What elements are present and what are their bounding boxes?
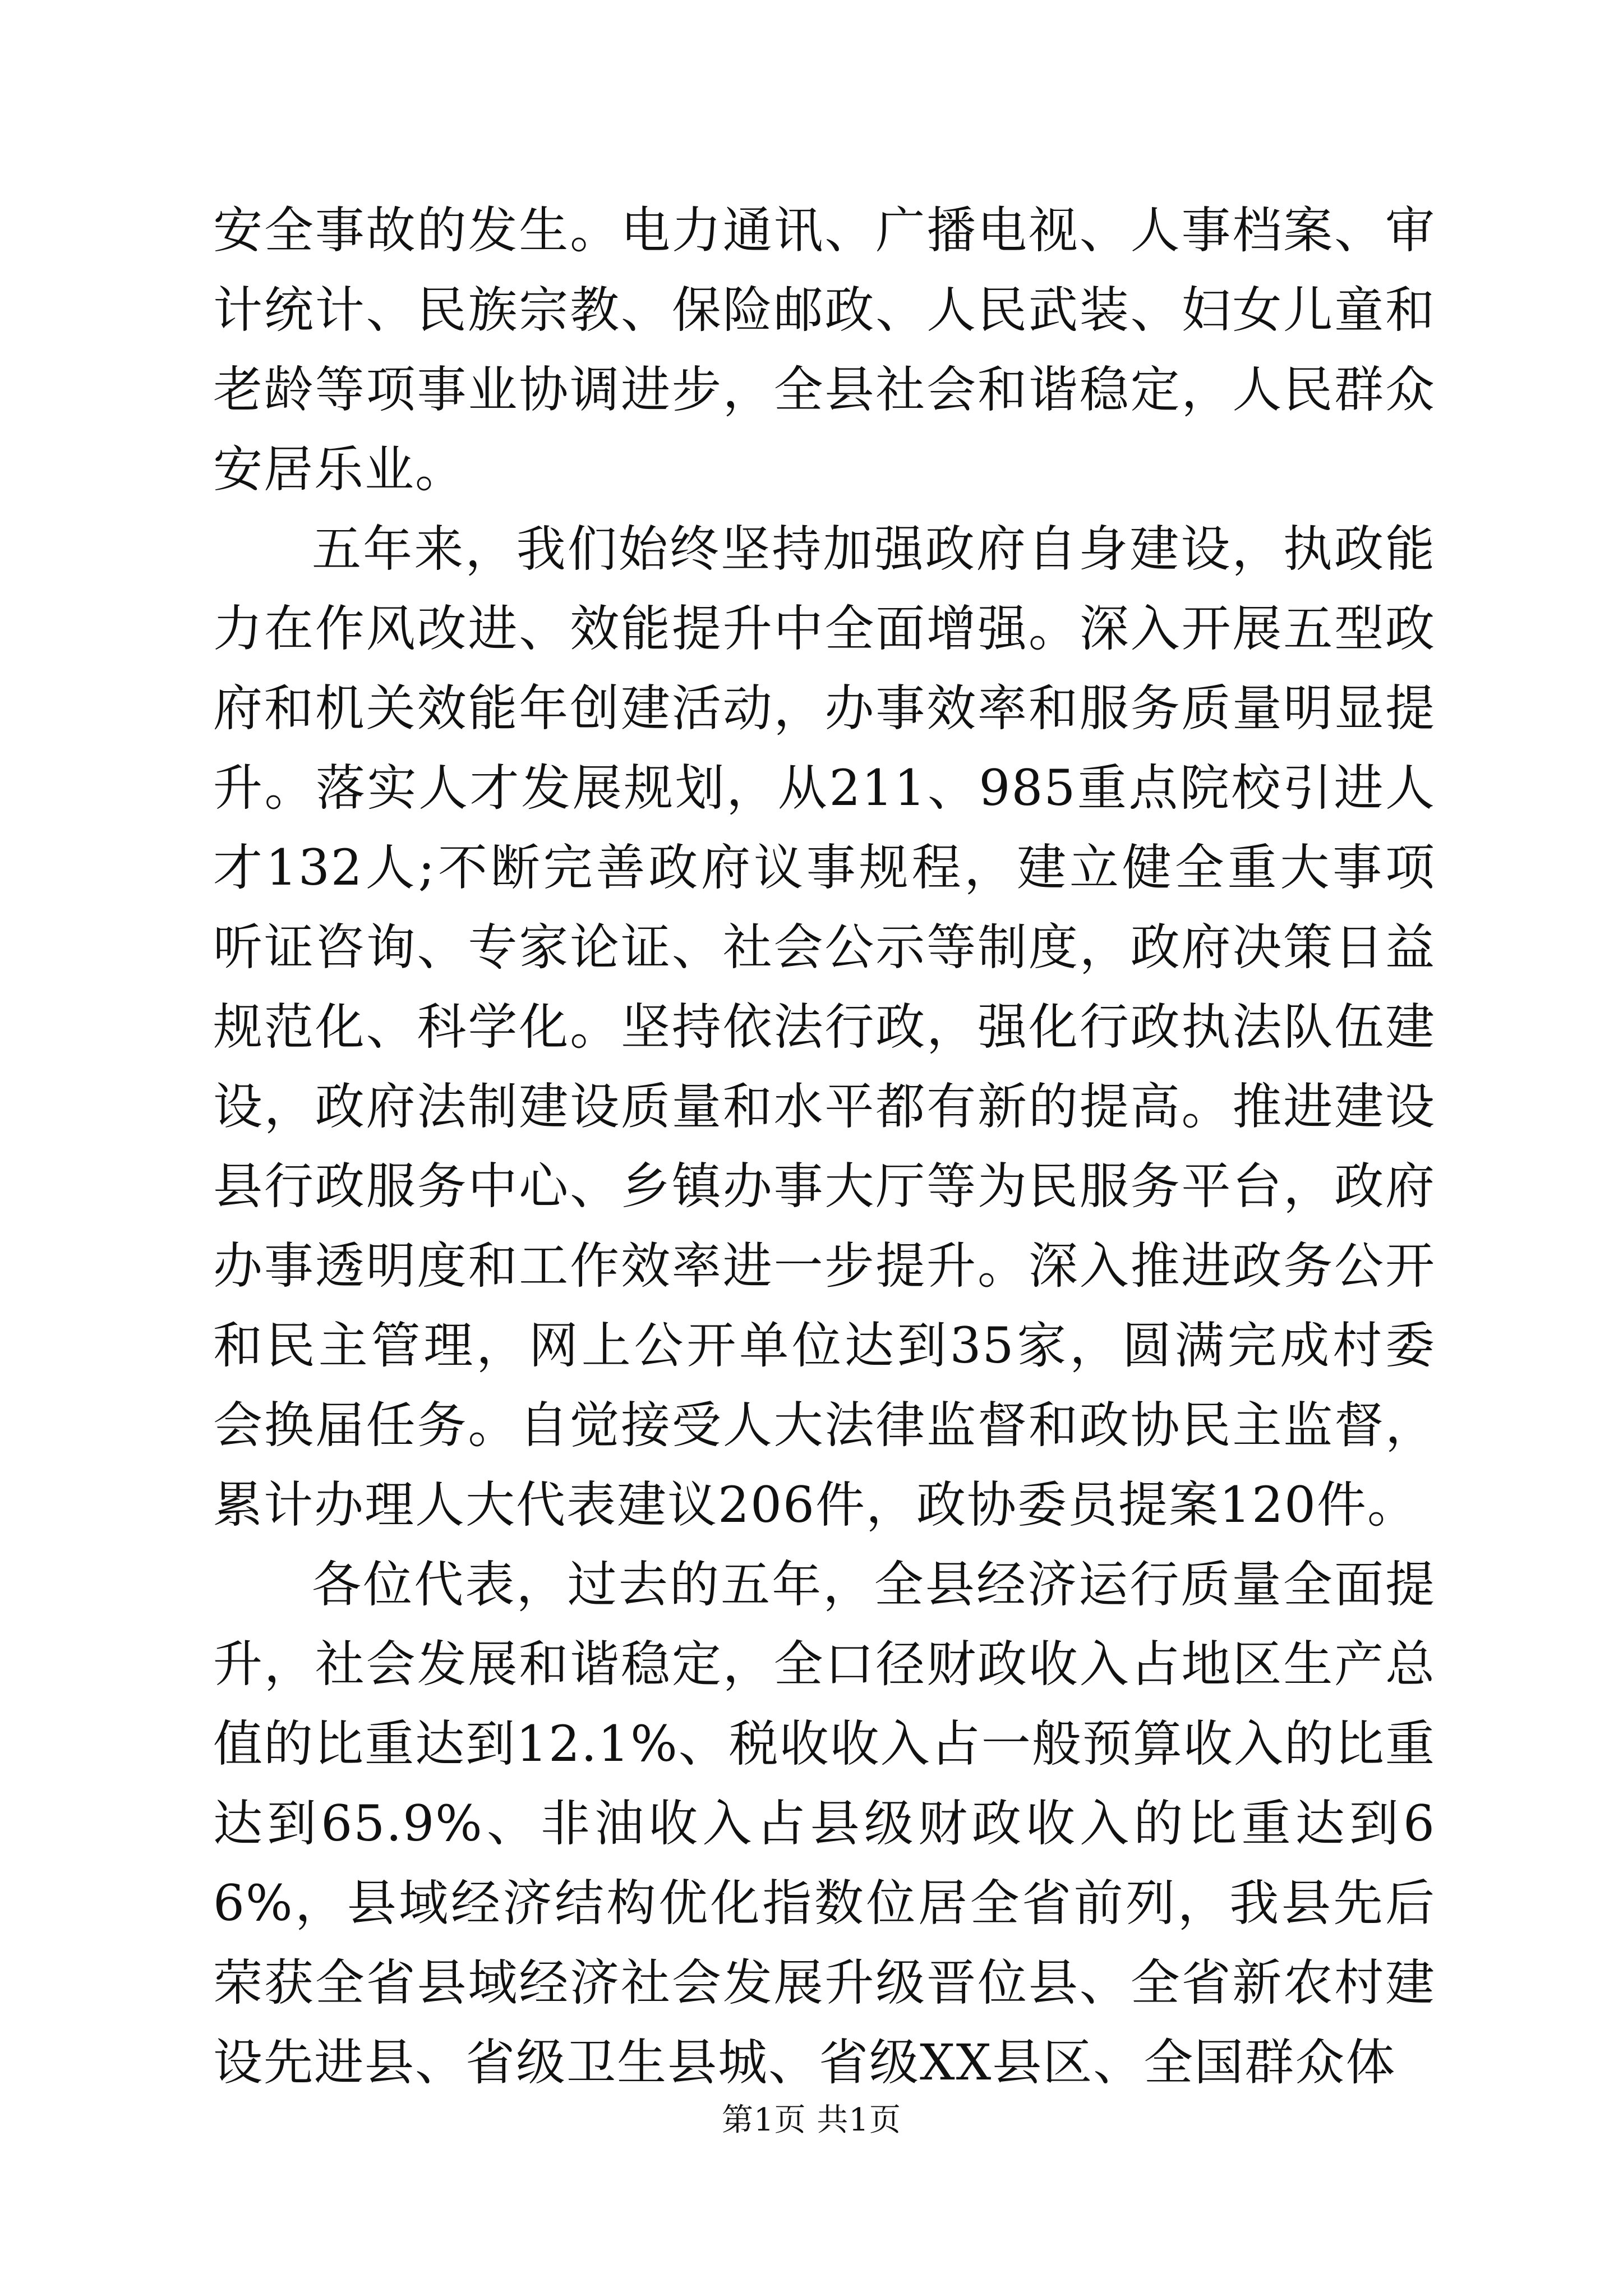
- paragraph-continuation: 安全事故的发生。电力通讯、广播电视、人事档案、审计统计、民族宗教、保险邮政、人民武装、妇女儿童和老龄等项事业协调进步，全县社会和谐稳定，人民群众安居乐业。: [213, 201, 1436, 498]
- paragraph-summary: 各位代表，过去的五年，全县经济运行质量全面提升，社会发展和谐稳定，全口径财政收入占地区生产总值的比重达到12.1%、税收收入占一般预算收入的比重达到65.9%、非油收入占县级财政收入的比重达到66%，县域经济结构优化指数位居全省前列，我县先后荣获全省县域经济社会发展升级晋位县、全省新农村建设先进县、省级卫生县城、省级XX县区、全国群众体: [213, 1556, 1436, 2091]
- page-footer: 第1页 共1页: [721, 2102, 902, 2138]
- document-body: [213, 191, 1436, 2102]
- paragraph-government-building: 五年来，我们始终坚持加强政府自身建设，执政能力在作风改进、效能提升中全面增强。深入开展五型政府和机关效能年创建活动，办事效率和服务质量明显提升。落实人才发展规划，从211、985重点院校引进人才132人;不断完善政府议事规程，建立健全重大事项听证咨询、专家论证、社会公示等制度，政府决策日益规范化、科学化。坚持依法行政，强化行政执法队伍建设，政府法制建设质量和水平都有新的提高。推进建设县行政服务中心、乡镇办事大厅等为民服务平台，政府办事透明度和工作效率进一步提升。深入推进政务公开和民主管理，网上公开单位达到35家，圆满完成村委会换届任务。自觉接受人大法律监督和政协民主监督，累计办理人大代表建议206件，政协委员提案120件。: [213, 520, 1436, 1534]
